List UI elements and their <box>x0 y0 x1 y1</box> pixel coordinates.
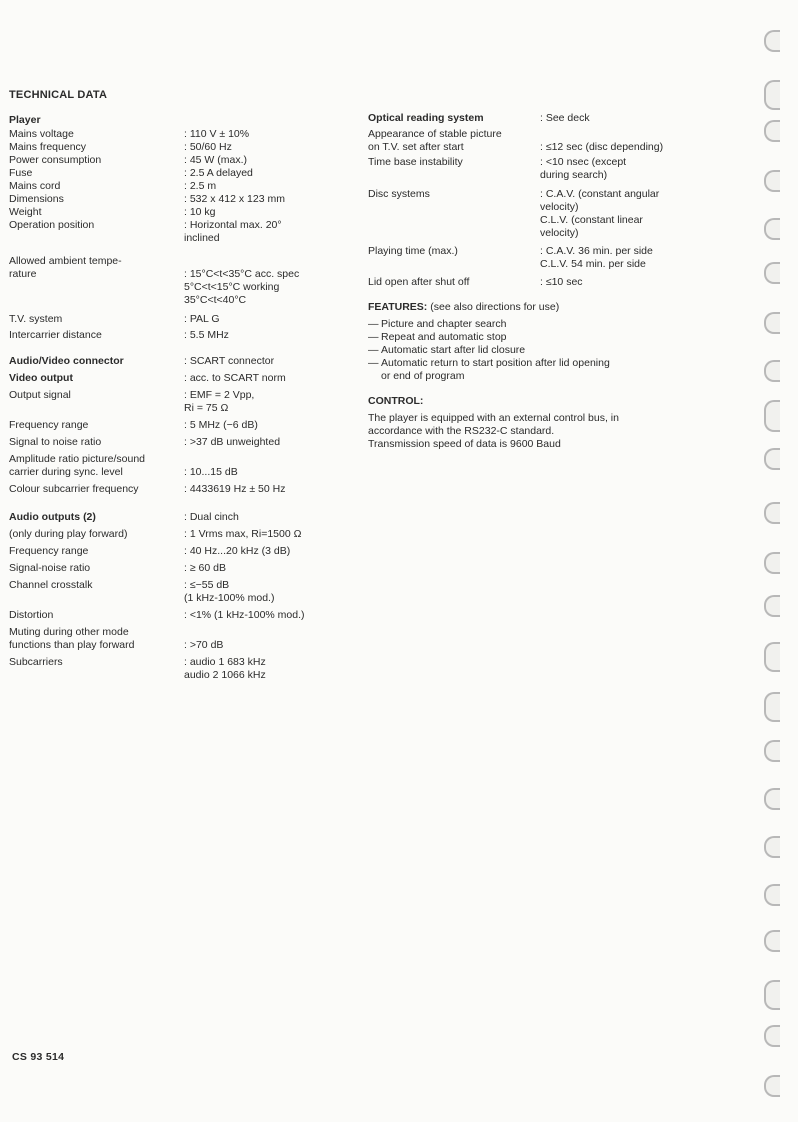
features-heading <box>368 301 708 314</box>
ambient-temperature-row <box>9 255 344 307</box>
spec-row <box>9 656 344 682</box>
binder-hole-icon <box>764 360 780 382</box>
binder-hole-icon <box>764 30 780 52</box>
spec-row <box>368 188 708 240</box>
spec-value: : 4433619 Hz ± 50 Hz <box>184 483 286 495</box>
spec-label: Mains frequency <box>9 141 87 153</box>
spec-value: : <10 nsec (except during search) <box>540 156 627 181</box>
spec-row <box>9 372 344 385</box>
spec-label: Audio outputs (2) <box>9 511 96 523</box>
binder-hole-icon <box>764 595 780 617</box>
spec-row <box>9 545 344 558</box>
spec-label: Video output <box>9 372 73 384</box>
spec-label: Lid open after shut off <box>368 276 470 288</box>
spec-row <box>9 167 344 180</box>
spec-value: : 5.5 MHz <box>184 329 229 341</box>
binder-hole-icon <box>764 218 780 240</box>
control-text: The player is equipped with an external control bus, in accordance with the RS232-C standard. Transmission speed of data is 9600 Baud <box>368 412 619 450</box>
spec-label: Subcarriers <box>9 656 63 668</box>
spec-row <box>9 219 344 245</box>
binder-hole-icon <box>764 1025 780 1047</box>
spec-row <box>9 206 344 219</box>
spec-value: : >70 dB <box>184 639 224 651</box>
spec-label: Colour subcarrier frequency <box>9 483 139 495</box>
spec-row <box>9 609 344 622</box>
spec-value: : 45 W (max.) <box>184 154 248 166</box>
spec-label: Mains voltage <box>9 128 74 140</box>
spec-label: Fuse <box>9 167 33 179</box>
spec-row <box>9 483 344 496</box>
spec-row <box>9 453 344 479</box>
spec-value: : C.A.V. (constant angular velocity) C.L.V. (constant linear velocity) <box>540 188 660 239</box>
spec-value: : See deck <box>540 112 590 124</box>
player-specs <box>9 128 344 245</box>
spec-value: : Dual cinch <box>184 511 239 523</box>
spec-label: Amplitude ratio picture/sound carrier during sync. level <box>9 453 145 478</box>
binder-hole-icon <box>764 836 780 858</box>
spec-value: : PAL G <box>184 313 220 325</box>
spec-label: Mains cord <box>9 180 61 192</box>
binder-hole-icon <box>764 884 780 906</box>
spec-label: Time base instability <box>368 156 463 168</box>
binder-hole-icon <box>764 642 780 672</box>
spec-label: Frequency range <box>9 419 89 431</box>
binder-hole-icon <box>764 80 780 110</box>
spec-value: : audio 1 683 kHz audio 2 1066 kHz <box>184 656 266 681</box>
spec-value: : 50/60 Hz <box>184 141 232 153</box>
spec-row <box>9 528 344 541</box>
binder-hole-icon <box>764 1075 780 1097</box>
audio-video-specs <box>9 355 344 496</box>
binder-hole-icon <box>764 930 780 952</box>
spec-row <box>9 511 344 524</box>
spec-row <box>368 156 708 182</box>
dash-bullet-icon: — <box>368 357 379 369</box>
spec-value: : 10 kg <box>184 206 216 218</box>
spec-label: Operation position <box>9 219 95 231</box>
spec-label: Dimensions <box>9 193 64 205</box>
spec-label: Signal to noise ratio <box>9 436 102 448</box>
spec-label: Distortion <box>9 609 54 621</box>
left-column <box>9 114 344 682</box>
spec-row <box>9 180 344 193</box>
spec-label: Power consumption <box>9 154 102 166</box>
spec-value: : 10...15 dB <box>184 466 238 478</box>
spec-value: : EMF = 2 Vpp, Ri = 75 Ω <box>184 389 255 414</box>
spec-label: Playing time (max.) <box>368 245 458 257</box>
spec-row <box>368 276 708 289</box>
spec-row <box>9 436 344 449</box>
list-item: — Automatic return to start position after lid opening or end of program <box>368 357 610 382</box>
spec-label: Frequency range <box>9 545 89 557</box>
spec-value: : 110 V ± 10% <box>184 128 250 140</box>
spec-value: : ≥ 60 dB <box>184 562 226 574</box>
spec-row <box>9 626 344 652</box>
binder-hole-icon <box>764 312 780 334</box>
page-heading: TECHNICAL DATA <box>9 89 108 101</box>
spec-label: (only during play forward) <box>9 528 128 540</box>
features-note: (see also directions for use) <box>427 301 560 313</box>
spec-value: : SCART connector <box>184 355 275 367</box>
spec-value: : 5 MHz (−6 dB) <box>184 419 258 431</box>
spec-label: Channel crosstalk <box>9 579 93 591</box>
binder-hole-icon <box>764 262 780 284</box>
binder-hole-icon <box>764 170 780 192</box>
spec-value: : C.A.V. 36 min. per side C.L.V. 54 min. per side <box>540 245 653 270</box>
spec-value: : 15°C<t<35°C acc. spec 5°C<t<15°C working 35°C<t<40°C <box>184 268 300 306</box>
spec-value: : Horizontal max. 20° inclined <box>184 219 282 244</box>
features-label: FEATURES: <box>368 301 428 313</box>
spec-label: Audio/Video connector <box>9 355 124 367</box>
binder-hole-icon <box>764 740 780 762</box>
spec-label: Output signal <box>9 389 71 401</box>
spec-value: : ≤12 sec (disc depending) <box>540 141 664 153</box>
spec-row <box>368 112 708 125</box>
spec-value: : acc. to SCART norm <box>184 372 286 384</box>
features-list <box>368 318 708 383</box>
right-column <box>368 112 708 451</box>
spec-label: Appearance of stable picture on T.V. set after start <box>368 128 502 153</box>
control-heading: CONTROL: <box>368 395 424 407</box>
binder-hole-icon <box>764 448 780 470</box>
list-item: — Picture and chapter search <box>368 318 507 330</box>
spec-label: Weight <box>9 206 42 218</box>
document-code: CS 93 514 <box>12 1051 65 1063</box>
spec-row <box>368 245 708 271</box>
player-section-title: Player <box>9 114 41 126</box>
spec-value: : 40 Hz...20 kHz (3 dB) <box>184 545 291 557</box>
spec-value: : ≤10 sec <box>540 276 583 288</box>
spec-row <box>9 389 344 415</box>
spec-row <box>368 128 708 154</box>
spec-label: Muting during other mode functions than play forward <box>9 626 135 651</box>
spec-value: : ≤−55 dB (1 kHz-100% mod.) <box>184 579 275 604</box>
binder-hole-icon <box>764 692 780 722</box>
spec-row <box>9 128 344 141</box>
list-item: — Repeat and automatic stop <box>368 331 507 343</box>
binder-hole-icon <box>764 120 780 142</box>
spec-label: Optical reading system <box>368 112 484 124</box>
dash-bullet-icon: — <box>368 331 379 343</box>
binder-holes <box>758 0 798 1122</box>
binder-hole-icon <box>764 552 780 574</box>
spec-label: Signal-noise ratio <box>9 562 91 574</box>
spec-label: Disc systems <box>368 188 430 200</box>
spec-value: : 532 x 412 x 123 mm <box>184 193 285 205</box>
binder-hole-icon <box>764 502 780 524</box>
tv-specs <box>9 313 344 342</box>
spec-label: Allowed ambient tempe- rature <box>9 255 122 280</box>
audio-output-specs <box>9 511 344 682</box>
spec-row <box>9 579 344 605</box>
spec-row <box>9 329 344 342</box>
spec-row <box>9 193 344 206</box>
spec-value: : 2.5 A delayed <box>184 167 253 179</box>
binder-hole-icon <box>764 980 780 1010</box>
spec-row <box>9 313 344 326</box>
spec-value: : 2.5 m <box>184 180 217 192</box>
dash-bullet-icon: — <box>368 344 379 356</box>
binder-hole-icon <box>764 788 780 810</box>
binder-hole-icon <box>764 400 780 432</box>
dash-bullet-icon: — <box>368 318 379 330</box>
list-item: — Automatic start after lid closure <box>368 344 526 356</box>
spec-row <box>9 154 344 167</box>
spec-row <box>9 355 344 368</box>
spec-row <box>9 419 344 432</box>
spec-label: T.V. system <box>9 313 63 325</box>
spec-value: : >37 dB unweighted <box>184 436 281 448</box>
spec-row <box>9 141 344 154</box>
spec-value: : <1% (1 kHz-100% mod.) <box>184 609 305 621</box>
spec-label: Intercarrier distance <box>9 329 102 341</box>
spec-row <box>9 562 344 575</box>
spec-value: : 1 Vrms max, Ri=1500 Ω <box>184 528 302 540</box>
optical-specs <box>368 112 708 289</box>
